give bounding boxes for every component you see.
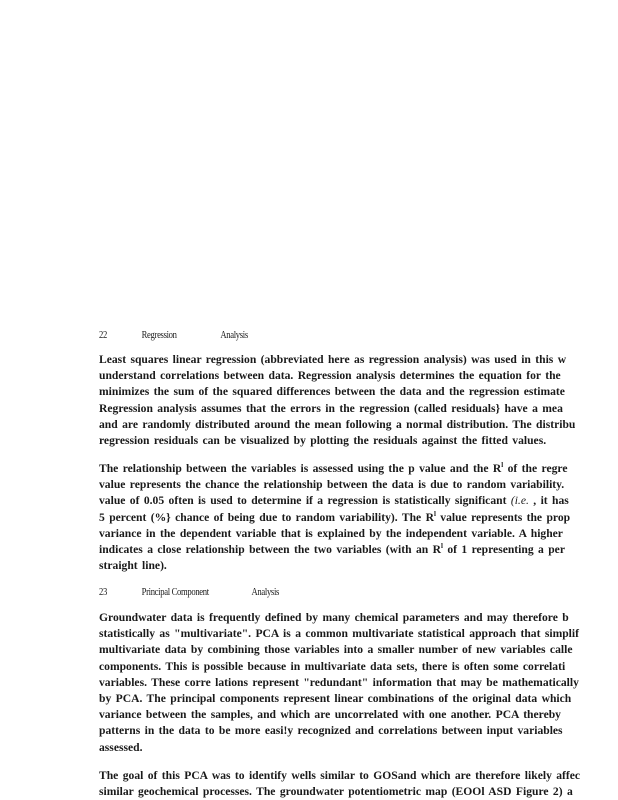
section-title-word: Analysis (220, 330, 248, 341)
section-number: 22 (99, 330, 107, 341)
text-line: patterns in the data to be more easi!y recognized and correlations between input variables (99, 724, 563, 738)
text-line (99, 510, 618, 526)
text-line: multivariate data by combining those variables into a smaller number of new variables calle (99, 643, 573, 657)
text-line: components. This is possible because in multivariate data sets, there is often some correlati (99, 659, 566, 673)
text-line: by PCA. The principal components represent linear combinations of the original data which (99, 692, 572, 706)
section-title-word: Regression (141, 330, 177, 341)
superscript: l (440, 542, 443, 551)
text-run: of 1 representing a per (442, 543, 565, 557)
text-line: understand correlations between data. Regression analysis determines the equation for the (99, 369, 561, 383)
text-line: regression residuals can be visualized by plotting the residuals against the fitted values. (99, 434, 547, 448)
section-heading-2-3 (99, 587, 279, 598)
text-run: The relationship between the variables is assessed using the p value and the R (99, 462, 502, 475)
text-line: similar geochemical processes. The groundwater potentiometric map (EOOl ASD Figure 2) a (99, 785, 573, 799)
section-title-word: Analysis (251, 587, 280, 598)
italic-text: (i.e. (506, 494, 529, 508)
text-line: statistically as "multivariate". PCA is a common multivariate statistical approach that simplif (99, 627, 579, 641)
superscript: l (433, 509, 436, 518)
section-number: 23 (99, 587, 107, 598)
section-heading-2-2 (99, 330, 248, 341)
text-line: variance between the samples, and which are uncorrelated with one another. PCA thereby (99, 708, 561, 722)
text-run: value represents the prop (435, 510, 571, 524)
text-run: 5 percent (%} chance of being due to random variability). The R (99, 510, 434, 524)
text-line: variance in the dependent variable that is explained by the independent variable. A higher (99, 526, 563, 540)
text-line: Groundwater data is frequently defined by many chemical parameters and may therefore b (99, 611, 569, 624)
text-line: assessed. (99, 740, 143, 754)
text-line: Regression analysis assumes that the errors in the regression (called residuals} have a mea (99, 401, 563, 415)
text-run: of the regre (503, 462, 568, 475)
text-line: and are randomly distributed around the mean following a normal distribution. The distribu (99, 417, 576, 431)
paragraph-regression-intro (99, 352, 618, 449)
section-title-word: Principal Component (141, 587, 209, 598)
text-line (99, 542, 618, 558)
text-line: minimizes the sum of the squared differences between the data and the regression estimate (99, 385, 565, 399)
paragraph-pca-intro (99, 610, 618, 756)
text-line: Least squares linear regression (abbreviated here as regression analysis) was used in this w (99, 353, 567, 366)
paragraph-pca-goal (99, 768, 618, 800)
text-line: The goal of this PCA was to identify wells similar to GOSand which are therefore likely affec (99, 769, 581, 782)
text-line: variables. These corre lations represent "redundant" information that may be mathematically (99, 675, 579, 689)
text-run: value of 0.05 often is used to determine if a regression is statistically significant (99, 494, 507, 508)
paragraph-regression-assessment (99, 461, 618, 574)
text-line (99, 493, 618, 509)
superscript: l (501, 461, 504, 470)
text-line (99, 461, 618, 477)
text-run: , it has (528, 494, 569, 508)
text-run: indicates a close relationship between the two variables (with an R (99, 543, 441, 557)
text-line: straight line). (99, 559, 167, 573)
text-line: value represents the chance the relationship between the data is due to random variability. (99, 478, 565, 492)
